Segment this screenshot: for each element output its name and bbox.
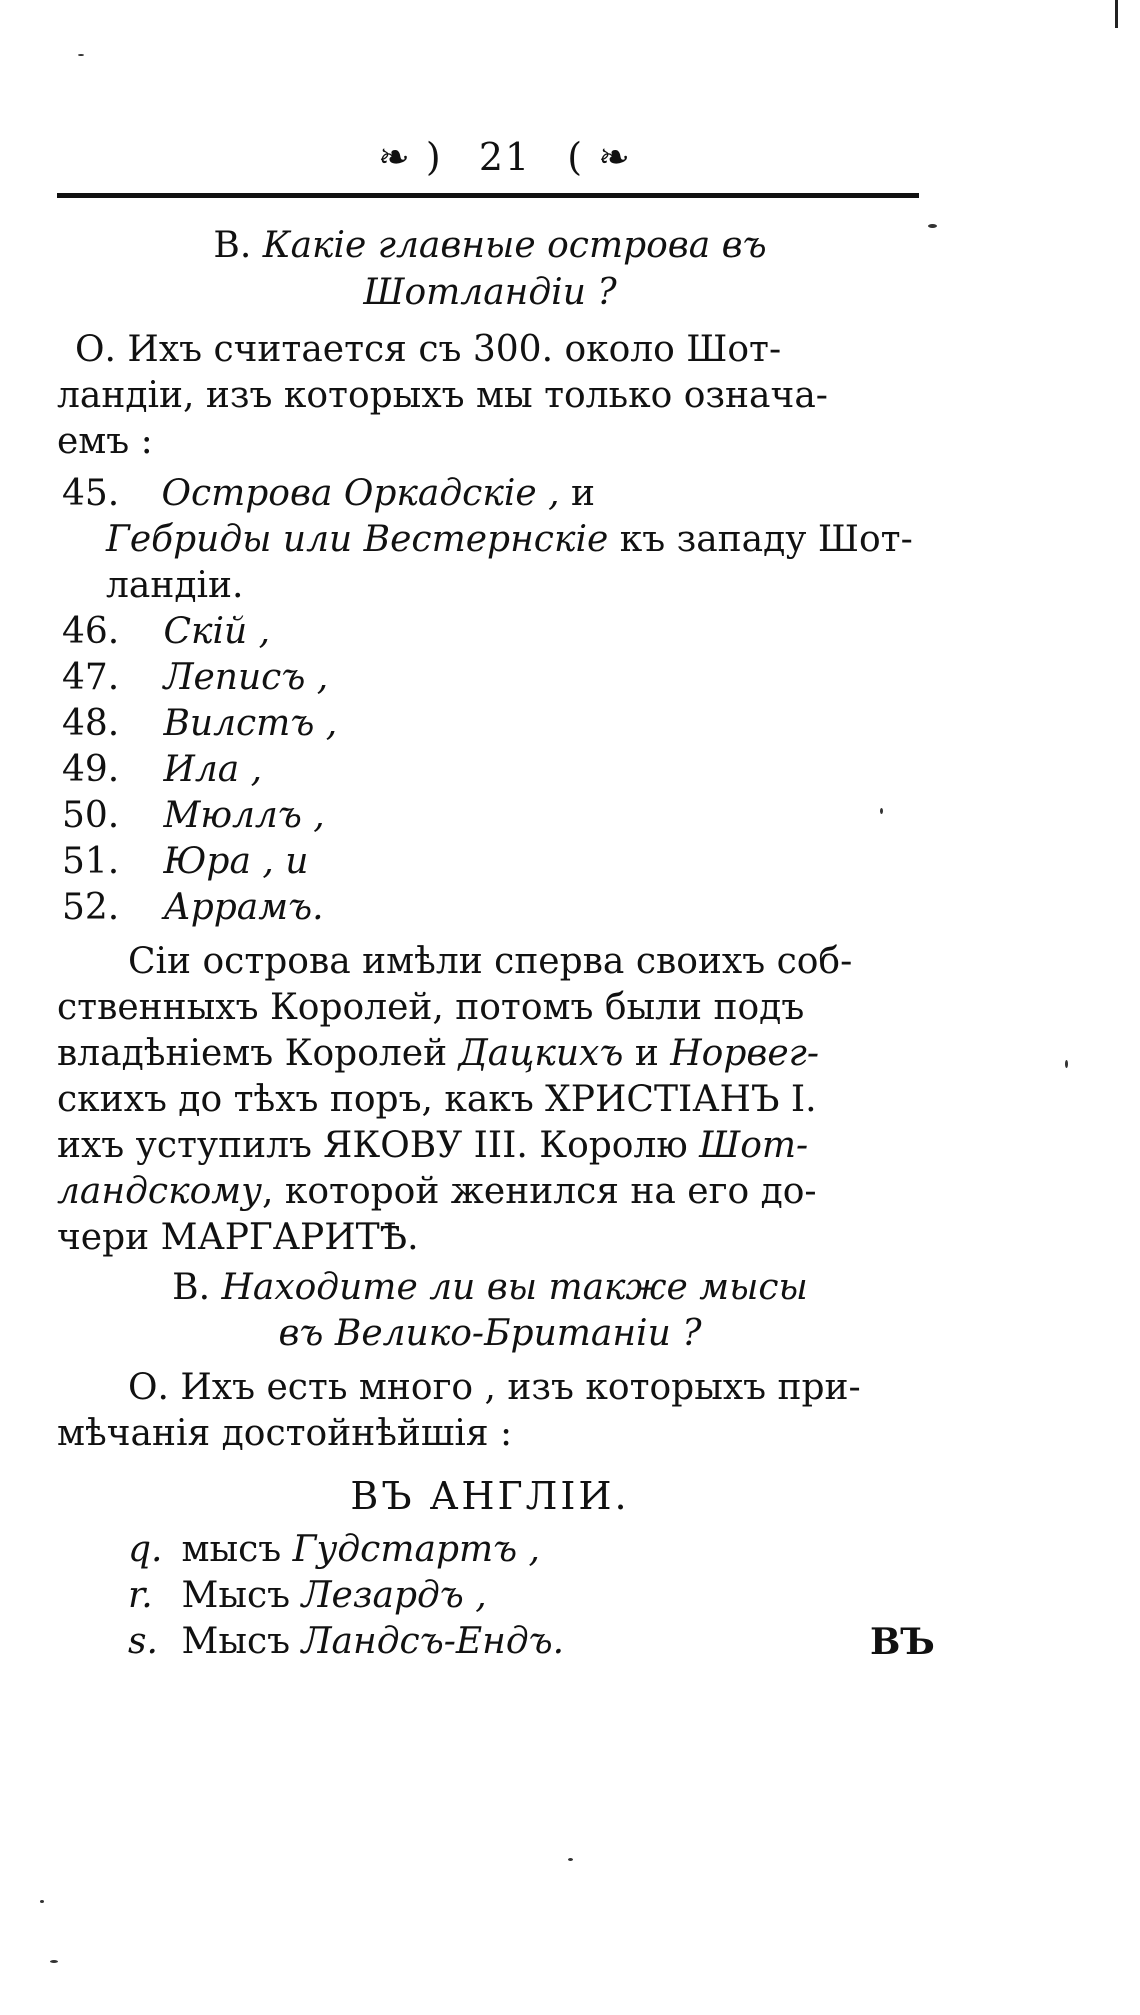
island-number: 45. bbox=[62, 473, 120, 514]
island-name: Ила , bbox=[163, 749, 263, 790]
scan-speck bbox=[1065, 1060, 1068, 1068]
island-name: Мюллъ , bbox=[163, 795, 325, 836]
island-number: 52. bbox=[62, 887, 120, 928]
answer-2-line-2: мѣчанія достойнѣйшія : bbox=[57, 1413, 513, 1454]
question-1-text-1: Какіе главные острова въ bbox=[262, 225, 767, 266]
question-1-line-2: Шотландіи ? bbox=[363, 272, 617, 313]
island-item-45 bbox=[62, 473, 595, 514]
cape-item bbox=[128, 1621, 565, 1662]
question-2-line-1 bbox=[150, 1267, 830, 1308]
header-rule bbox=[57, 193, 919, 198]
island-item bbox=[62, 657, 329, 698]
island-name: Аррамъ. bbox=[163, 887, 324, 928]
island-name: Скій , bbox=[163, 611, 271, 652]
island-item bbox=[62, 703, 338, 744]
cape-name: Лезардъ , bbox=[301, 1575, 487, 1616]
answer-1-line-1 bbox=[75, 329, 782, 370]
history-text-italic: ландскому bbox=[57, 1171, 262, 1212]
scan-speck bbox=[928, 224, 937, 228]
scan-speck bbox=[568, 1858, 573, 1861]
history-line-4: скихъ до тѣхъ поръ, какъ ХРИСТІАНЪ I. bbox=[57, 1079, 817, 1120]
cape-letter: q. bbox=[128, 1529, 163, 1570]
island-item bbox=[62, 611, 271, 652]
island-number: 46. bbox=[62, 611, 120, 652]
history-text: , которой женился на его до- bbox=[261, 1171, 817, 1212]
question-1-prefix: В. bbox=[213, 225, 252, 266]
cape-name: Гудстартъ , bbox=[292, 1529, 540, 1570]
cape-word: Мысъ bbox=[181, 1621, 291, 1662]
island-number: 51. bbox=[62, 841, 120, 882]
history-text-italic: Норвег- bbox=[670, 1033, 819, 1074]
answer-1-text-1: Ихъ считается съ 300. около Шот- bbox=[127, 329, 782, 370]
island-continuation-line-2: ландіи. bbox=[106, 565, 244, 606]
history-text: ихъ уступилъ ЯКОВУ III. Королю bbox=[57, 1125, 688, 1166]
island-continuation-plain: къ западу Шот- bbox=[619, 519, 913, 560]
island-item bbox=[62, 749, 263, 790]
history-text: и bbox=[634, 1033, 659, 1074]
history-line-7: чери МАРГАРИТѢ. bbox=[57, 1217, 419, 1258]
island-number: 48. bbox=[62, 703, 120, 744]
island-continuation-italic: Гебриды или Вестернскіе bbox=[106, 519, 609, 560]
island-name: Вилстъ , bbox=[163, 703, 338, 744]
question-2-text-1: Находите ли вы также мысы bbox=[221, 1267, 808, 1308]
question-1-line-1 bbox=[150, 225, 830, 266]
cape-item bbox=[128, 1529, 540, 1570]
cape-item bbox=[128, 1575, 487, 1616]
history-line-3 bbox=[57, 1033, 819, 1074]
scan-speck bbox=[78, 54, 84, 56]
island-item bbox=[62, 841, 309, 882]
question-2-prefix: В. bbox=[172, 1267, 211, 1308]
history-text-italic: Дацкихъ bbox=[458, 1033, 624, 1074]
question-2-line-2: въ Велико-Британіи ? bbox=[278, 1313, 702, 1354]
island-name: Острова Оркадскіе , bbox=[161, 473, 560, 514]
header-left-ornament: ❧ ) bbox=[377, 135, 443, 179]
answer-1-prefix: О. bbox=[75, 329, 116, 370]
page-header bbox=[330, 135, 680, 179]
scan-speck bbox=[880, 808, 883, 814]
island-name: Юра , и bbox=[163, 841, 309, 882]
answer-1-line-3: емъ : bbox=[57, 421, 153, 462]
island-number: 49. bbox=[62, 749, 120, 790]
history-line-5 bbox=[57, 1125, 809, 1166]
history-line-1: Сіи острова имѣли сперва своихъ соб- bbox=[128, 941, 853, 982]
cape-letter: r. bbox=[128, 1575, 153, 1616]
island-item bbox=[62, 887, 324, 928]
history-text: владѣніемъ Королей bbox=[57, 1033, 448, 1074]
page-number: 21 bbox=[478, 135, 532, 179]
section-heading: ВЪ АНГЛІИ. bbox=[350, 1474, 630, 1518]
scan-speck bbox=[50, 1960, 58, 1963]
island-number: 50. bbox=[62, 795, 120, 836]
scan-edge-mark bbox=[1115, 0, 1118, 28]
cape-letter: s. bbox=[128, 1621, 158, 1662]
island-name: Леписъ , bbox=[163, 657, 329, 698]
cape-word: мысъ bbox=[181, 1529, 282, 1570]
cape-word: Мысъ bbox=[181, 1575, 291, 1616]
catchword: ВЪ bbox=[870, 1621, 935, 1663]
answer-2-line-1 bbox=[128, 1367, 861, 1408]
answer-2-text-1: Ихъ есть много , изъ которыхъ при- bbox=[180, 1367, 861, 1408]
island-connector: и bbox=[571, 473, 595, 514]
history-text-italic: Шот- bbox=[699, 1125, 809, 1166]
history-line-6 bbox=[57, 1171, 817, 1212]
scan-speck bbox=[40, 1900, 44, 1903]
header-right-ornament: ( ❧ bbox=[567, 135, 633, 179]
island-continuation-line-1 bbox=[106, 519, 913, 560]
history-line-2: ственныхъ Королей, потомъ были подъ bbox=[57, 987, 805, 1028]
answer-1-line-2: ландіи, изъ которыхъ мы только означа- bbox=[57, 375, 828, 416]
cape-name: Ландсъ-Ендъ. bbox=[301, 1621, 565, 1662]
answer-2-prefix: О. bbox=[128, 1367, 169, 1408]
island-number: 47. bbox=[62, 657, 120, 698]
island-item bbox=[62, 795, 325, 836]
